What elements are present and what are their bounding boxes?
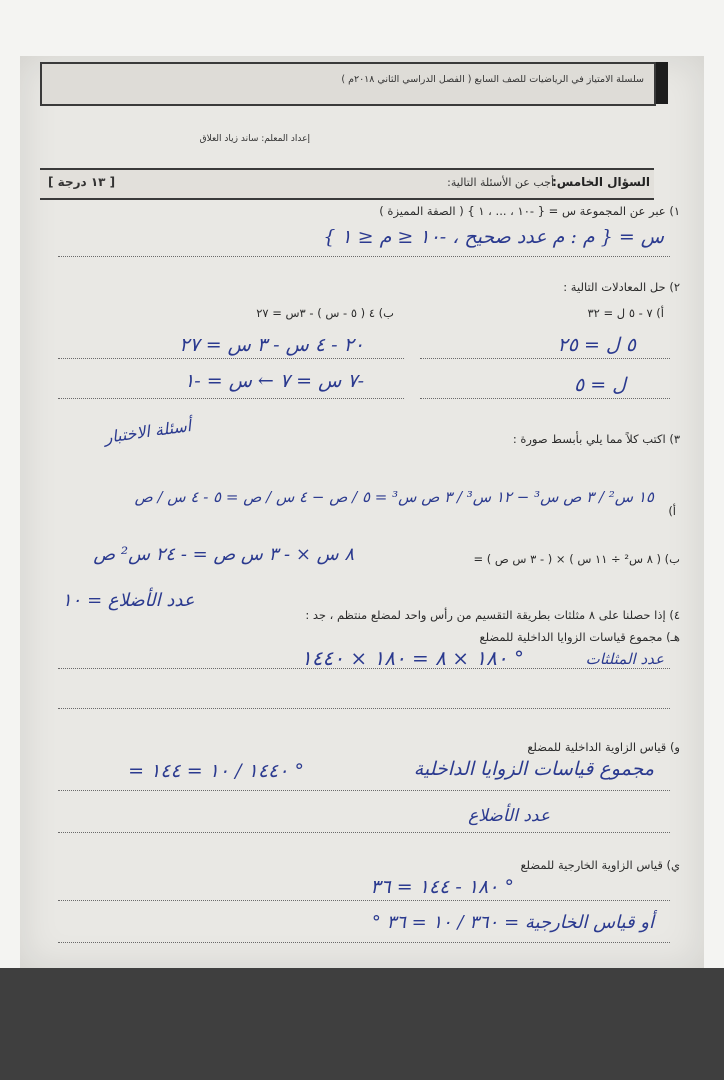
q4-w-value: = ١٤٤٠ / ١٠ = ١٤٤ ° — [128, 760, 304, 782]
photo-background — [0, 968, 724, 1080]
q2-a-step2: ل = ٥ — [573, 374, 626, 396]
q4-y-label: ي) قياس الزاوية الخارجية للمضلع — [520, 858, 680, 872]
q4-h-note: عدد المثلثات — [585, 650, 664, 668]
q2-note: أسئلة الاختبار — [103, 416, 193, 447]
q2-prompt: ٢) حل المعادلات التالية : — [563, 280, 680, 294]
header-title: سلسلة الامتياز في الرياضيات للصف السابع ( الفصل الدراسي الثاني ٢٠١٨م ) — [341, 74, 644, 85]
answer-line — [58, 832, 670, 833]
q2-b-label: ب) ٤ ( ٥ - س ) - ٣س = ٢٧ — [256, 306, 394, 320]
answer-line — [58, 668, 670, 669]
q3-a-label: أ) — [668, 504, 676, 518]
q2-a-step1: ٥ ل = ٢٥ — [557, 334, 636, 356]
q2-a-label: أ) ٧ - ٥ ل = ٣٢ — [587, 306, 664, 320]
q4-h-answer: ١٨٠ × ٨ = ١٨٠ × ١٤٤٠ ° — [301, 646, 524, 670]
q4-w-bottom: عدد الأضلاع — [468, 806, 550, 826]
q4-w-top: مجموع قياسات الزوايا الداخلية — [413, 758, 654, 780]
q3-prompt: ٣) اكتب كلاً مما يلي بأبسط صورة : — [512, 432, 680, 446]
q4-y-answer2: أو قياس الخارجية = ٣٦٠ / ١٠ = ٣٦ ° — [371, 912, 654, 933]
q2-b-step1: ٢٠ - ٤ س - ٣ س = ٢٧ — [179, 334, 364, 356]
answer-line — [58, 900, 670, 901]
answer-line — [420, 358, 670, 359]
q4-prompt: ٤) إذا حصلنا على ٨ مثلثات بطريقة التقسيم من رأس واحد لمضلع منتظم ، جد : — [305, 608, 680, 622]
answer-line — [58, 398, 404, 399]
q3-b-answer: ٨ س × - ٣ س ص = - ٢٤ س² ص — [93, 544, 354, 565]
answer-line — [420, 398, 670, 399]
q3-b-label: ب) ( ٨ س² ÷ ١١ س ) × ( - ٣ س ص ) = — [473, 552, 680, 566]
q1-answer: س = { م : م عدد صحيح ، -١٠ ≤ م ≤ ١ } — [323, 226, 664, 248]
q4-h-label: هـ) مجموع قياسات الزوايا الداخلية للمضلع — [479, 630, 680, 644]
q2-b-step2: -٧ س = ٧ ← س = -١ — [184, 370, 364, 392]
question-marks: [ ١٣ درجة ] — [48, 175, 116, 189]
q1-prompt: ١) عبر عن المجموعة س = { -١٠ ، ... ، ١ } ( الصفة المميزة ) — [379, 204, 680, 218]
answer-line — [58, 942, 670, 943]
q4-y-answer1: ١٨٠ - ١٤٤ = ٣٦ ° — [370, 876, 514, 898]
answer-line — [58, 358, 404, 359]
answer-line — [58, 708, 670, 709]
answer-line — [58, 790, 670, 791]
question-instruction: أجب عن الأسئلة التالية: — [447, 176, 554, 189]
question-bar — [40, 168, 654, 200]
q4-sides-answer: عدد الأضلاع = ١٠ — [62, 590, 195, 611]
q4-w-label: و) قياس الزاوية الداخلية للمضلع — [527, 740, 680, 754]
answer-line — [58, 256, 670, 257]
question-title: السؤال الخامس: — [551, 175, 650, 189]
q3-a-work: ١٥ س² / ٣ ص س³ − ١٢ س³ / ٣ ص س³ = ٥ / ص − ٤ س / ص = ٥ - ٤ س / ص — [134, 488, 654, 506]
header-author: إعداد المعلم: ساند زياد العلاق — [199, 134, 310, 144]
